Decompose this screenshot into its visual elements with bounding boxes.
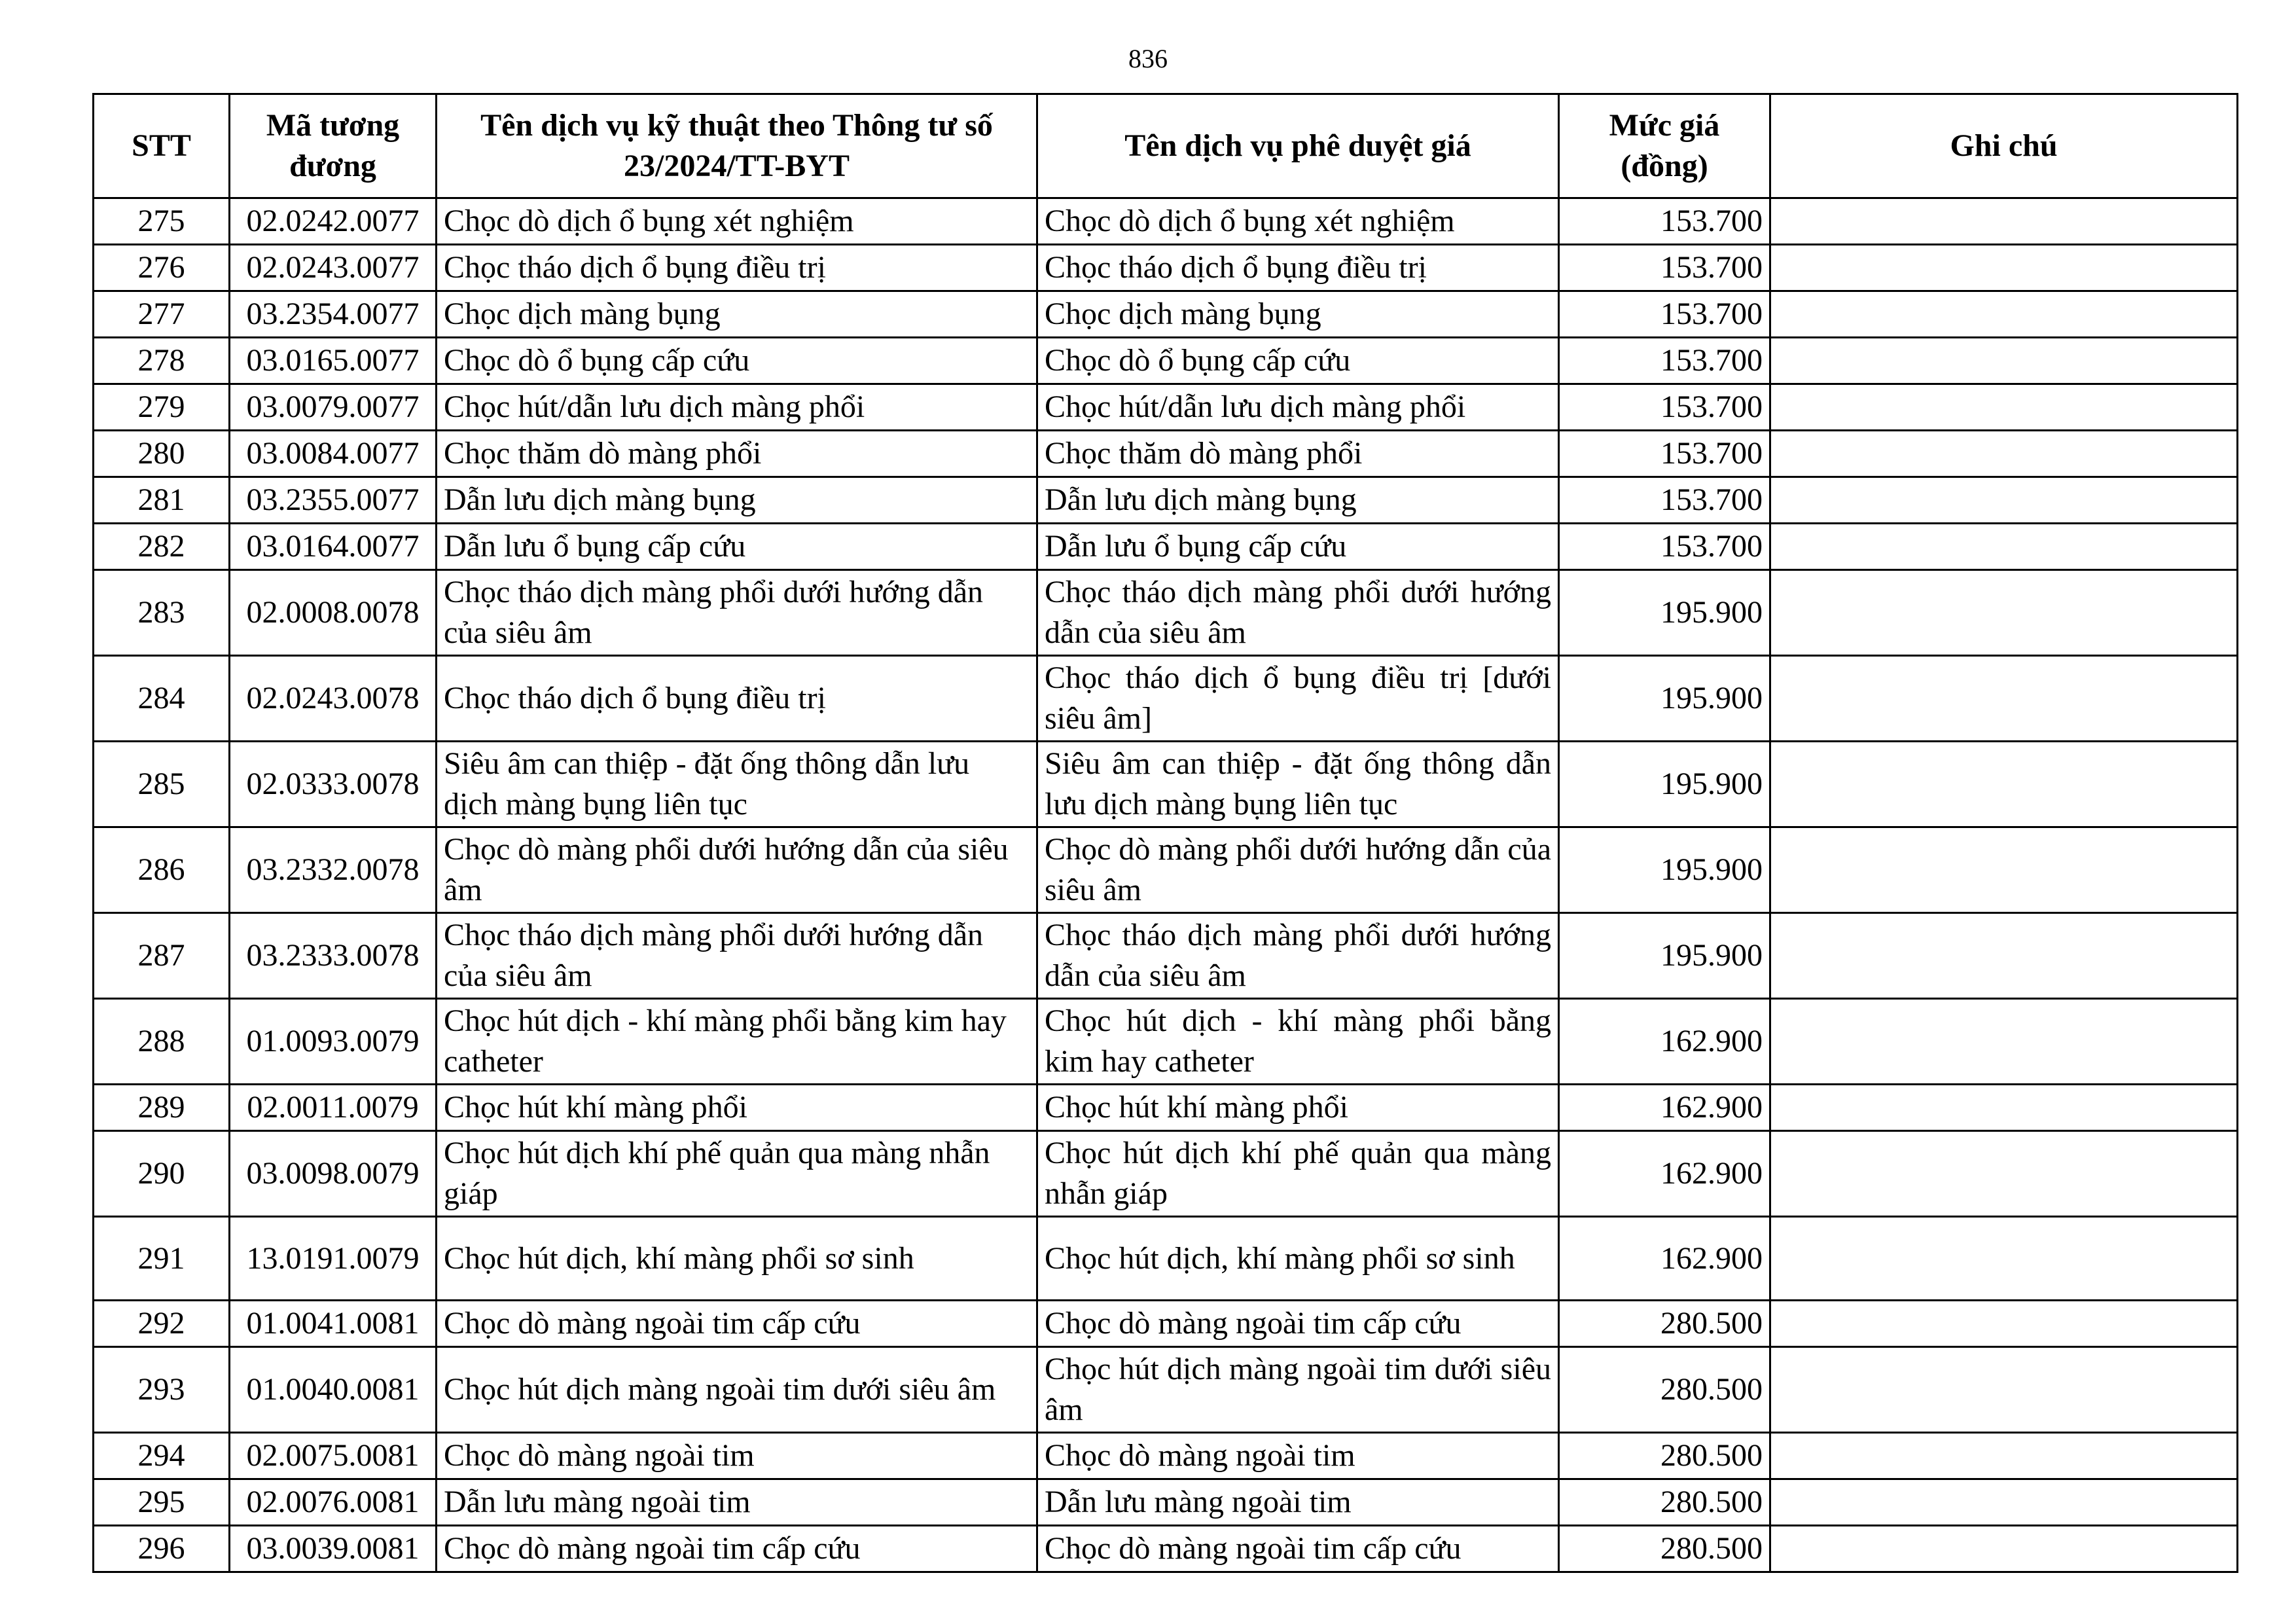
- table-row: [94, 198, 2238, 245]
- row-price: 195.900: [1559, 656, 1770, 742]
- row-approved-name: Chọc tháo dịch màng phổi dưới hướng dẫn của siêu âm: [1037, 570, 1559, 656]
- row-technical-name: Chọc tháo dịch màng phổi dưới hướng dẫn của siêu âm: [437, 570, 1037, 656]
- row-price: 162.900: [1559, 1131, 1770, 1217]
- row-technical-name: Chọc dò màng ngoài tim cấp cứu: [437, 1301, 1037, 1347]
- row-code: 03.2333.0078: [230, 913, 437, 999]
- row-code: 02.0076.0081: [230, 1479, 437, 1526]
- row-stt: 282: [94, 524, 230, 570]
- row-code: 02.0075.0081: [230, 1433, 437, 1479]
- row-code: 13.0191.0079: [230, 1217, 437, 1301]
- row-note: [1770, 1526, 2238, 1572]
- row-technical-name: Chọc tháo dịch ổ bụng điều trị: [437, 245, 1037, 291]
- table-row: [94, 570, 2238, 656]
- row-note: [1770, 999, 2238, 1085]
- table-row: [94, 999, 2238, 1085]
- row-stt: 288: [94, 999, 230, 1085]
- table-row: [94, 1131, 2238, 1217]
- row-approved-name: Chọc tháo dịch ổ bụng điều trị [dưới siêu âm]: [1037, 656, 1559, 742]
- row-approved-name: Dẫn lưu ổ bụng cấp cứu: [1037, 524, 1559, 570]
- row-code: 02.0243.0077: [230, 245, 437, 291]
- row-approved-name: Chọc hút dịch, khí màng phổi sơ sinh: [1037, 1217, 1559, 1301]
- table-row: [94, 431, 2238, 477]
- row-code: 03.2355.0077: [230, 477, 437, 524]
- row-approved-name: Chọc tháo dịch ổ bụng điều trị: [1037, 245, 1559, 291]
- row-approved-name: Chọc thăm dò màng phổi: [1037, 431, 1559, 477]
- row-code: 03.0079.0077: [230, 384, 437, 431]
- row-approved-name: Siêu âm can thiệp - đặt ống thông dẫn lưu dịch màng bụng liên tục: [1037, 742, 1559, 827]
- row-price: 153.700: [1559, 338, 1770, 384]
- row-price: 153.700: [1559, 198, 1770, 245]
- row-stt: 296: [94, 1526, 230, 1572]
- row-price: 280.500: [1559, 1433, 1770, 1479]
- row-note: [1770, 1301, 2238, 1347]
- table-row: [94, 913, 2238, 999]
- row-stt: 276: [94, 245, 230, 291]
- table-row: [94, 477, 2238, 524]
- table-header-row: [94, 94, 2238, 198]
- row-note: [1770, 291, 2238, 338]
- row-note: [1770, 570, 2238, 656]
- row-price: 162.900: [1559, 1217, 1770, 1301]
- row-stt: 279: [94, 384, 230, 431]
- row-technical-name: Chọc dò màng phổi dưới hướng dẫn của siêu âm: [437, 827, 1037, 913]
- row-price: 280.500: [1559, 1347, 1770, 1433]
- row-note: [1770, 338, 2238, 384]
- row-stt: 294: [94, 1433, 230, 1479]
- row-approved-name: Dẫn lưu màng ngoài tim: [1037, 1479, 1559, 1526]
- row-technical-name: Chọc hút khí màng phổi: [437, 1085, 1037, 1131]
- row-note: [1770, 431, 2238, 477]
- table-row: [94, 384, 2238, 431]
- row-note: [1770, 742, 2238, 827]
- row-note: [1770, 245, 2238, 291]
- row-stt: 280: [94, 431, 230, 477]
- row-technical-name: Chọc tháo dịch màng phổi dưới hướng dẫn của siêu âm: [437, 913, 1037, 999]
- row-stt: 277: [94, 291, 230, 338]
- row-note: [1770, 477, 2238, 524]
- row-technical-name: Chọc dò ổ bụng cấp cứu: [437, 338, 1037, 384]
- row-stt: 278: [94, 338, 230, 384]
- row-stt: 287: [94, 913, 230, 999]
- table-row: [94, 524, 2238, 570]
- row-technical-name: Chọc tháo dịch ổ bụng điều trị: [437, 656, 1037, 742]
- row-stt: 295: [94, 1479, 230, 1526]
- row-note: [1770, 1217, 2238, 1301]
- row-code: 02.0008.0078: [230, 570, 437, 656]
- table-row: [94, 338, 2238, 384]
- row-note: [1770, 1131, 2238, 1217]
- row-note: [1770, 1433, 2238, 1479]
- row-code: 02.0243.0078: [230, 656, 437, 742]
- table-row: [94, 1526, 2238, 1572]
- row-note: [1770, 1085, 2238, 1131]
- header-technical-name: Tên dịch vụ kỹ thuật theo Thông tư số 23/2024/TT-BYT: [437, 94, 1037, 198]
- row-code: 02.0333.0078: [230, 742, 437, 827]
- row-stt: 283: [94, 570, 230, 656]
- row-technical-name: Chọc hút dịch, khí màng phổi sơ sinh: [437, 1217, 1037, 1301]
- row-code: 02.0011.0079: [230, 1085, 437, 1131]
- row-note: [1770, 524, 2238, 570]
- row-price: 162.900: [1559, 1085, 1770, 1131]
- row-note: [1770, 913, 2238, 999]
- table-row: [94, 1301, 2238, 1347]
- row-approved-name: Chọc hút khí màng phổi: [1037, 1085, 1559, 1131]
- row-approved-name: Chọc dò màng ngoài tim cấp cứu: [1037, 1526, 1559, 1572]
- row-code: 03.0098.0079: [230, 1131, 437, 1217]
- row-price: 162.900: [1559, 999, 1770, 1085]
- row-price: 195.900: [1559, 570, 1770, 656]
- row-price: 153.700: [1559, 477, 1770, 524]
- row-price: 195.900: [1559, 827, 1770, 913]
- row-stt: 293: [94, 1347, 230, 1433]
- row-price: 153.700: [1559, 245, 1770, 291]
- table-row: [94, 827, 2238, 913]
- row-technical-name: Chọc dò màng ngoài tim cấp cứu: [437, 1526, 1037, 1572]
- row-price: 153.700: [1559, 431, 1770, 477]
- row-approved-name: Chọc dò ổ bụng cấp cứu: [1037, 338, 1559, 384]
- row-code: 03.0165.0077: [230, 338, 437, 384]
- row-stt: 289: [94, 1085, 230, 1131]
- row-stt: 275: [94, 198, 230, 245]
- row-code: 03.0039.0081: [230, 1526, 437, 1572]
- table-row: [94, 1085, 2238, 1131]
- row-price: 280.500: [1559, 1301, 1770, 1347]
- table-row: [94, 1479, 2238, 1526]
- row-code: 01.0040.0081: [230, 1347, 437, 1433]
- header-stt: STT: [94, 94, 230, 198]
- table-row: [94, 1217, 2238, 1301]
- row-technical-name: Chọc hút/dẫn lưu dịch màng phổi: [437, 384, 1037, 431]
- row-technical-name: Chọc hút dịch màng ngoài tim dưới siêu âm: [437, 1347, 1037, 1433]
- row-code: 01.0041.0081: [230, 1301, 437, 1347]
- row-stt: 284: [94, 656, 230, 742]
- table-row: [94, 1433, 2238, 1479]
- row-technical-name: Chọc dò dịch ổ bụng xét nghiệm: [437, 198, 1037, 245]
- row-technical-name: Chọc dịch màng bụng: [437, 291, 1037, 338]
- row-price: 195.900: [1559, 913, 1770, 999]
- row-technical-name: Chọc hút dịch khí phế quản qua màng nhẫn giáp: [437, 1131, 1037, 1217]
- row-approved-name: Chọc dò dịch ổ bụng xét nghiệm: [1037, 198, 1559, 245]
- row-price: 280.500: [1559, 1526, 1770, 1572]
- header-approved-name: Tên dịch vụ phê duyệt giá: [1037, 94, 1559, 198]
- row-approved-name: Chọc dò màng ngoài tim cấp cứu: [1037, 1301, 1559, 1347]
- row-technical-name: Dẫn lưu dịch màng bụng: [437, 477, 1037, 524]
- table-row: [94, 742, 2238, 827]
- row-technical-name: Chọc thăm dò màng phổi: [437, 431, 1037, 477]
- price-table: [92, 93, 2238, 1573]
- header-price: Mức giá (đồng): [1559, 94, 1770, 198]
- row-stt: 286: [94, 827, 230, 913]
- table-row: [94, 245, 2238, 291]
- row-technical-name: Chọc hút dịch - khí màng phổi bằng kim hay catheter: [437, 999, 1037, 1085]
- row-approved-name: Chọc dò màng ngoài tim: [1037, 1433, 1559, 1479]
- row-stt: 281: [94, 477, 230, 524]
- row-technical-name: Chọc dò màng ngoài tim: [437, 1433, 1037, 1479]
- row-approved-name: Chọc hút dịch khí phế quản qua màng nhẫn giáp: [1037, 1131, 1559, 1217]
- row-technical-name: Siêu âm can thiệp - đặt ống thông dẫn lưu dịch màng bụng liên tục: [437, 742, 1037, 827]
- row-price: 153.700: [1559, 524, 1770, 570]
- row-code: 03.2332.0078: [230, 827, 437, 913]
- row-approved-name: Chọc dò màng phổi dưới hướng dẫn của siêu âm: [1037, 827, 1559, 913]
- table-row: [94, 656, 2238, 742]
- header-code: Mã tương đương: [230, 94, 437, 198]
- row-approved-name: Chọc hút/dẫn lưu dịch màng phổi: [1037, 384, 1559, 431]
- row-code: 01.0093.0079: [230, 999, 437, 1085]
- row-code: 02.0242.0077: [230, 198, 437, 245]
- row-note: [1770, 1479, 2238, 1526]
- row-stt: 292: [94, 1301, 230, 1347]
- row-code: 03.2354.0077: [230, 291, 437, 338]
- row-stt: 290: [94, 1131, 230, 1217]
- row-approved-name: Chọc dịch màng bụng: [1037, 291, 1559, 338]
- row-code: 03.0164.0077: [230, 524, 437, 570]
- row-code: 03.0084.0077: [230, 431, 437, 477]
- row-approved-name: Chọc hút dịch màng ngoài tim dưới siêu âm: [1037, 1347, 1559, 1433]
- page-number: 836: [1128, 44, 1168, 73]
- row-price: 153.700: [1559, 384, 1770, 431]
- row-price: 153.700: [1559, 291, 1770, 338]
- row-technical-name: Dẫn lưu màng ngoài tim: [437, 1479, 1037, 1526]
- row-approved-name: Chọc hút dịch - khí màng phổi bằng kim hay catheter: [1037, 999, 1559, 1085]
- row-stt: 291: [94, 1217, 230, 1301]
- row-note: [1770, 656, 2238, 742]
- row-note: [1770, 198, 2238, 245]
- table-row: [94, 1347, 2238, 1433]
- row-approved-name: Chọc tháo dịch màng phổi dưới hướng dẫn của siêu âm: [1037, 913, 1559, 999]
- row-stt: 285: [94, 742, 230, 827]
- row-price: 280.500: [1559, 1479, 1770, 1526]
- table-row: [94, 291, 2238, 338]
- row-note: [1770, 1347, 2238, 1433]
- row-approved-name: Dẫn lưu dịch màng bụng: [1037, 477, 1559, 524]
- row-technical-name: Dẫn lưu ổ bụng cấp cứu: [437, 524, 1037, 570]
- row-note: [1770, 384, 2238, 431]
- header-note: Ghi chú: [1770, 94, 2238, 198]
- row-note: [1770, 827, 2238, 913]
- row-price: 195.900: [1559, 742, 1770, 827]
